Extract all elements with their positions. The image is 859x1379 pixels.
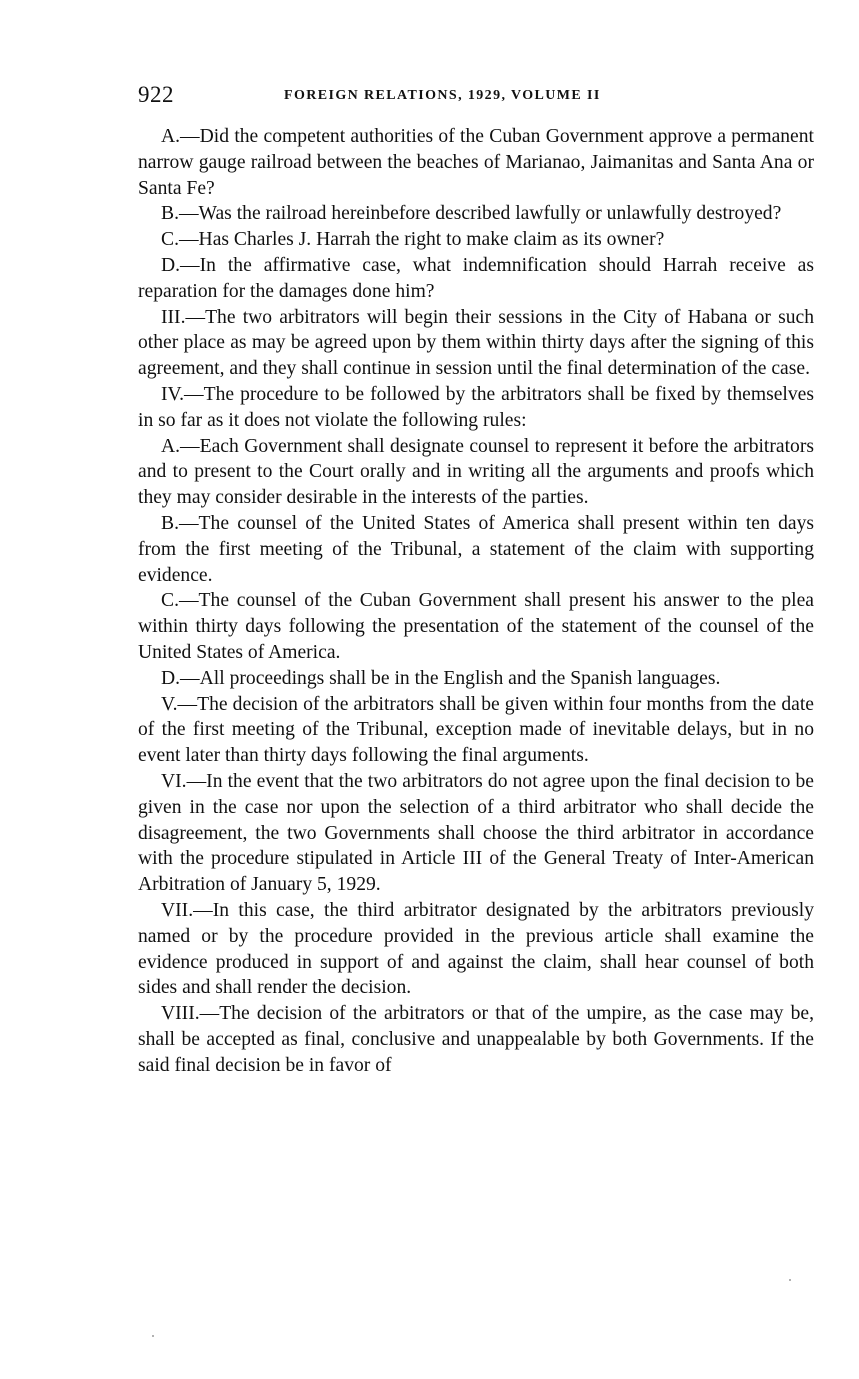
- paragraph-article-vi: VI.—In the event that the two arbitrators do not agree upon the final decision to be given in the case nor upon the selection of a third arbitrator who shall decide the disagreement, the two Governments shall choose the third arbitrator in accordance with the procedure stipulated in Article III of the General Treaty of Inter-American Arbitration of January 5, 1929.: [138, 770, 814, 896]
- paragraph-question-b: B.—Was the railroad hereinbefore described lawfully or unlawfully destroyed?: [161, 203, 782, 225]
- scan-speck: [152, 1335, 154, 1337]
- paragraph-rule-a: A.—Each Government shall designate counsel to represent it before the arbitrators and to present to the Court orally and in writing all the arguments and proofs which they may consider desirable in the interests of the parties.: [138, 435, 814, 509]
- paragraph-article-iii: III.—The two arbitrators will begin their sessions in the City of Habana or such other place as may be agreed upon by them within thirty days after the signing of this agreement, and they shall continue in session until the final determination of the case.: [138, 306, 814, 380]
- paragraph-rule-b: B.—The counsel of the United States of America shall present within ten days from the first meeting of the Tribunal, a statement of the claim with supporting evidence.: [138, 512, 814, 586]
- paragraph-question-d: D.—In the affirmative case, what indemnification should Harrah receive as reparation for the damages done him?: [138, 254, 814, 302]
- paragraph-article-viii: VIII.—The decision of the arbitrators or that of the umpire, as the case may be, shall be accepted as final, conclusive and unappealable by both Governments. If the said final decision be in favor of: [138, 1003, 814, 1076]
- paragraph-question-c: C.—Has Charles J. Harrah the right to make claim as its owner?: [161, 229, 665, 251]
- paragraph-rule-d: D.—All proceedings shall be in the English and the Spanish languages.: [161, 667, 721, 689]
- paragraph-article-vii: VII.—In this case, the third arbitrator designated by the arbitrators previously named or by the procedure provided in the previous article shall examine the evidence produced in support of and against the claim, shall hear counsel of both sides and shall render the decision.: [138, 899, 814, 999]
- paragraph-article-iv: IV.—The procedure to be followed by the arbitrators shall be fixed by themselves in so far as it does not violate the following rules:: [138, 383, 814, 431]
- scan-speck: [789, 1279, 791, 1281]
- page-header: [138, 82, 814, 112]
- body-text: [138, 124, 814, 1078]
- paragraph-question-a: A.—Did the competent authorities of the Cuban Government approve a permanent narrow gauge railroad between the beaches of Marianao, Jaimanitas and Santa Ana or Santa Fe?: [138, 126, 814, 199]
- running-head: FOREIGN RELATIONS, 1929, VOLUME II: [284, 88, 601, 103]
- page-number: 922: [138, 82, 174, 107]
- paragraph-article-v: V.—The decision of the arbitrators shall be given within four months from the date of the first meeting of the Tribunal, exception made of inevitable delays, but in no event later than thirty days following the final arguments.: [138, 693, 814, 767]
- paragraph-rule-c: C.—The counsel of the Cuban Government shall present his answer to the plea within thirty days following the presentation of the statement of the counsel of the United States of America.: [138, 590, 814, 663]
